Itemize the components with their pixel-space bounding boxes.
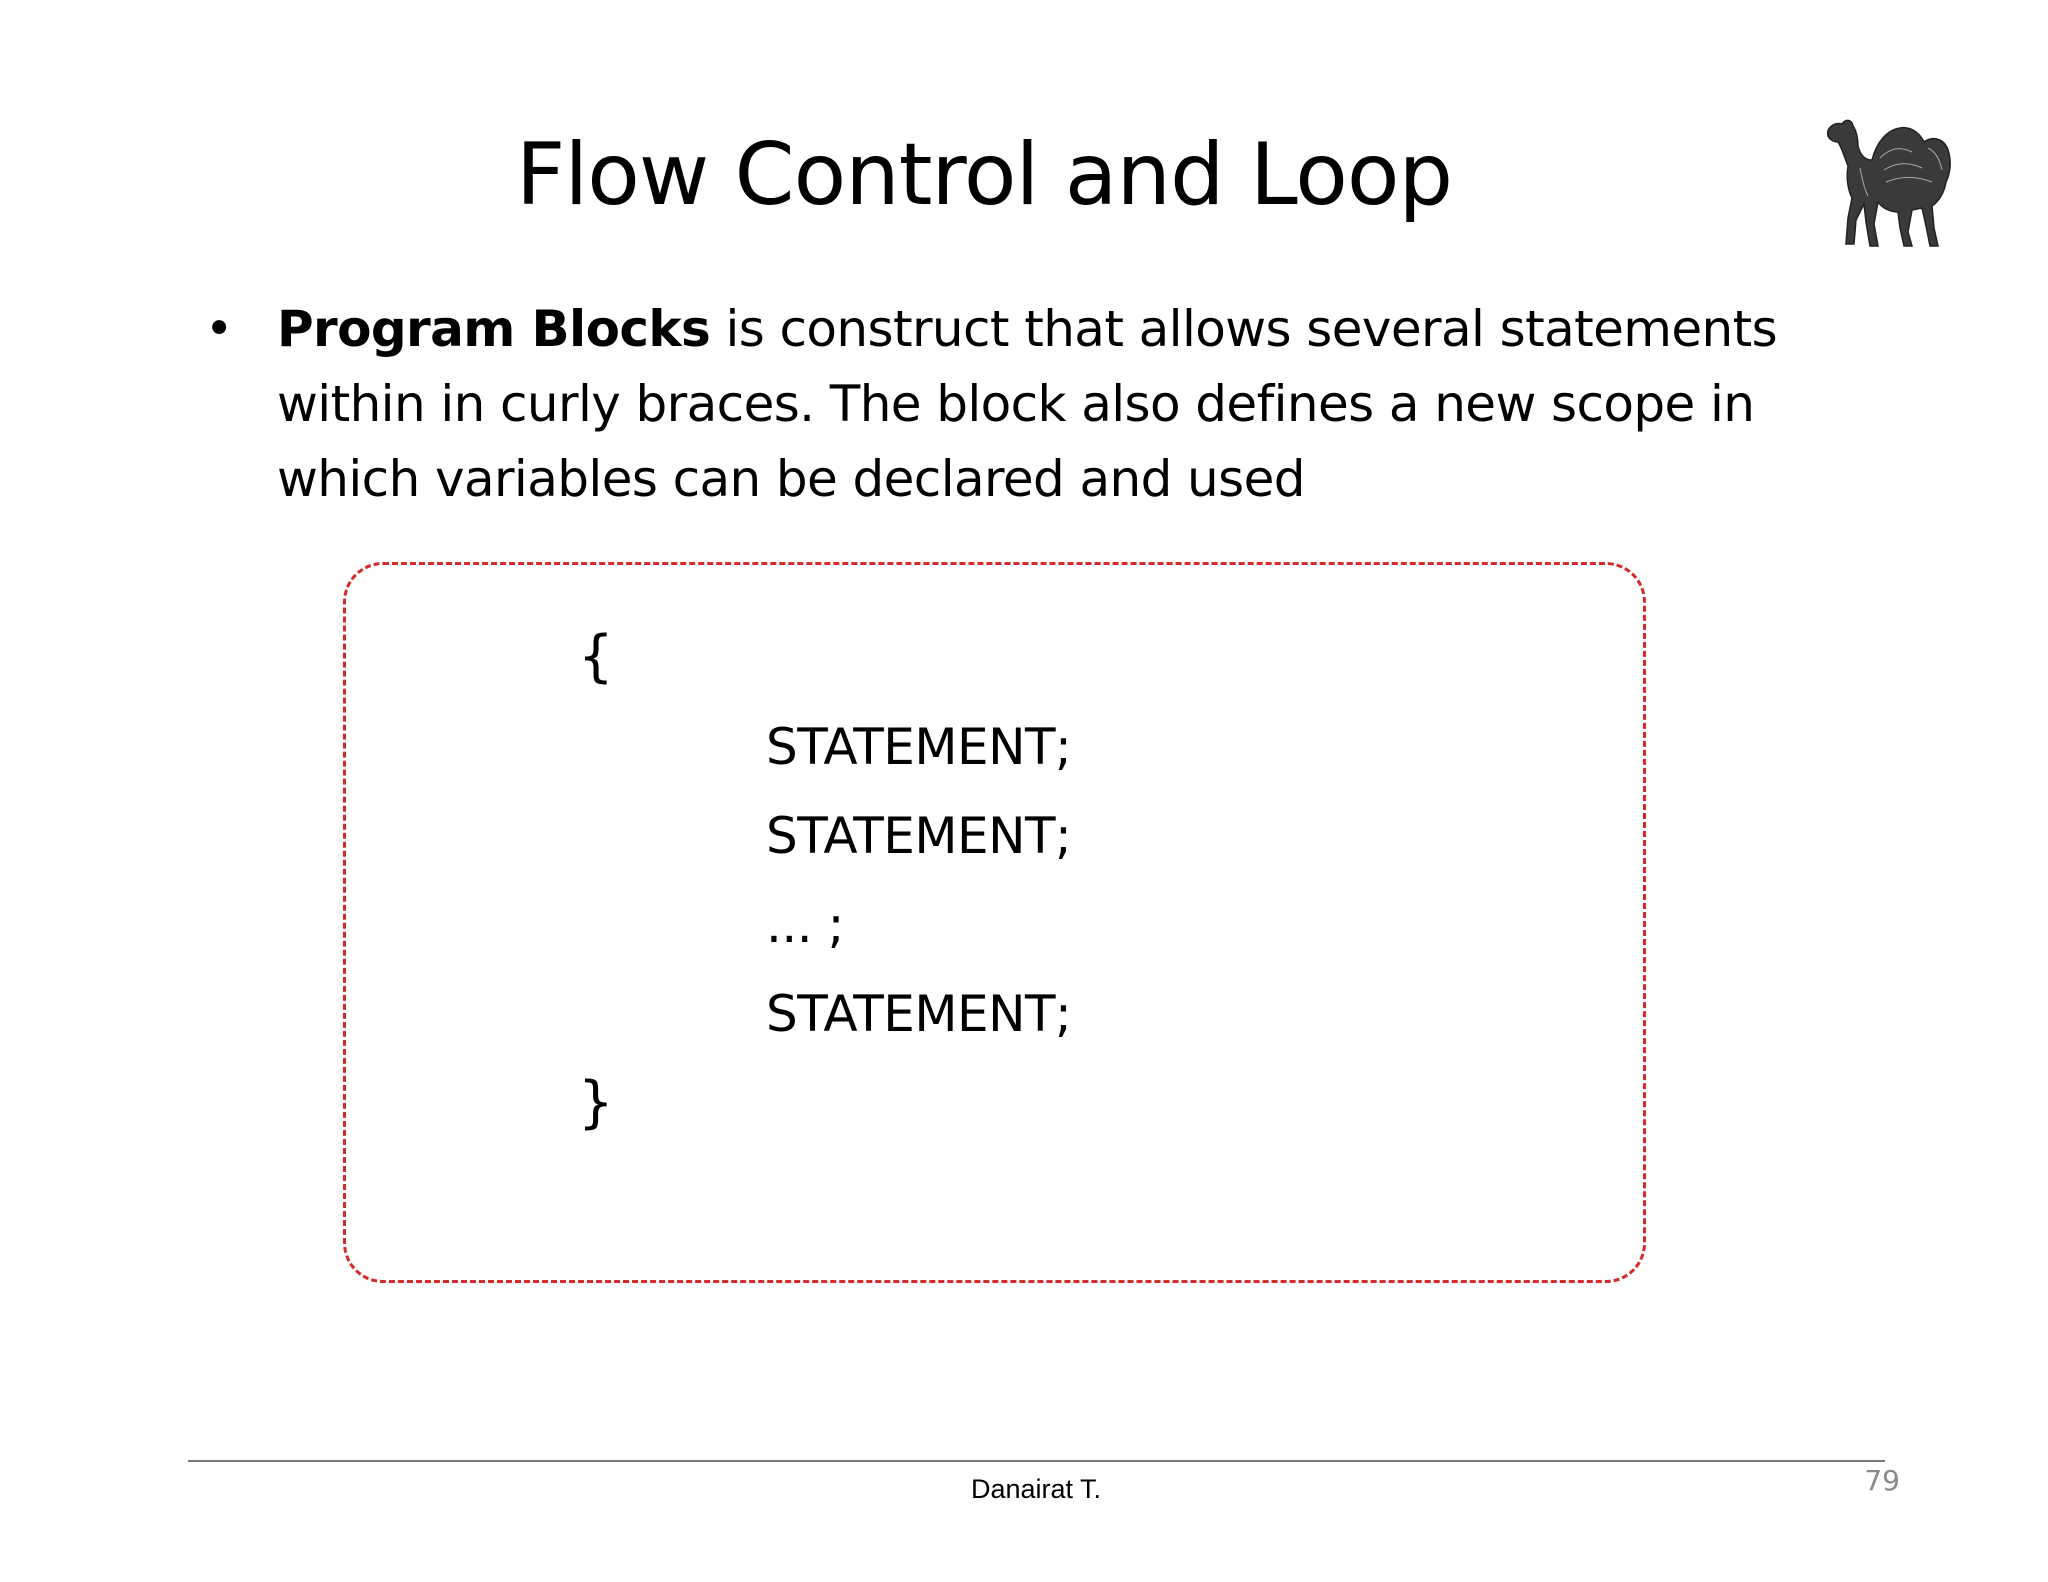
- footer-divider: [188, 1460, 1885, 1462]
- bullet-description: is construct that allows several statements within in curly braces. The block also defines a new scope in which variables can be declared and used: [277, 300, 1778, 508]
- camel-icon: [1820, 108, 1960, 253]
- code-block-box: [343, 562, 1646, 1283]
- code-open-brace: {: [578, 624, 614, 689]
- code-close-brace: }: [578, 1070, 614, 1135]
- slide-title-text: Flow Control and Loop: [515, 125, 1453, 225]
- footer-author-text: Danairat T.: [970, 1474, 1102, 1504]
- bullet-paragraph: [277, 292, 1837, 517]
- bullet-term: Program Blocks: [277, 300, 711, 358]
- code-line-2: STATEMENT;: [766, 807, 1072, 865]
- code-line-1: STATEMENT;: [766, 718, 1072, 776]
- page-number: 79: [1864, 1464, 1900, 1497]
- slide-title: [0, 125, 2048, 225]
- footer-author: [0, 1472, 2048, 1506]
- bullet-marker: •: [205, 301, 234, 357]
- code-line-3: ... ;: [766, 896, 844, 954]
- code-line-4: STATEMENT;: [766, 985, 1072, 1043]
